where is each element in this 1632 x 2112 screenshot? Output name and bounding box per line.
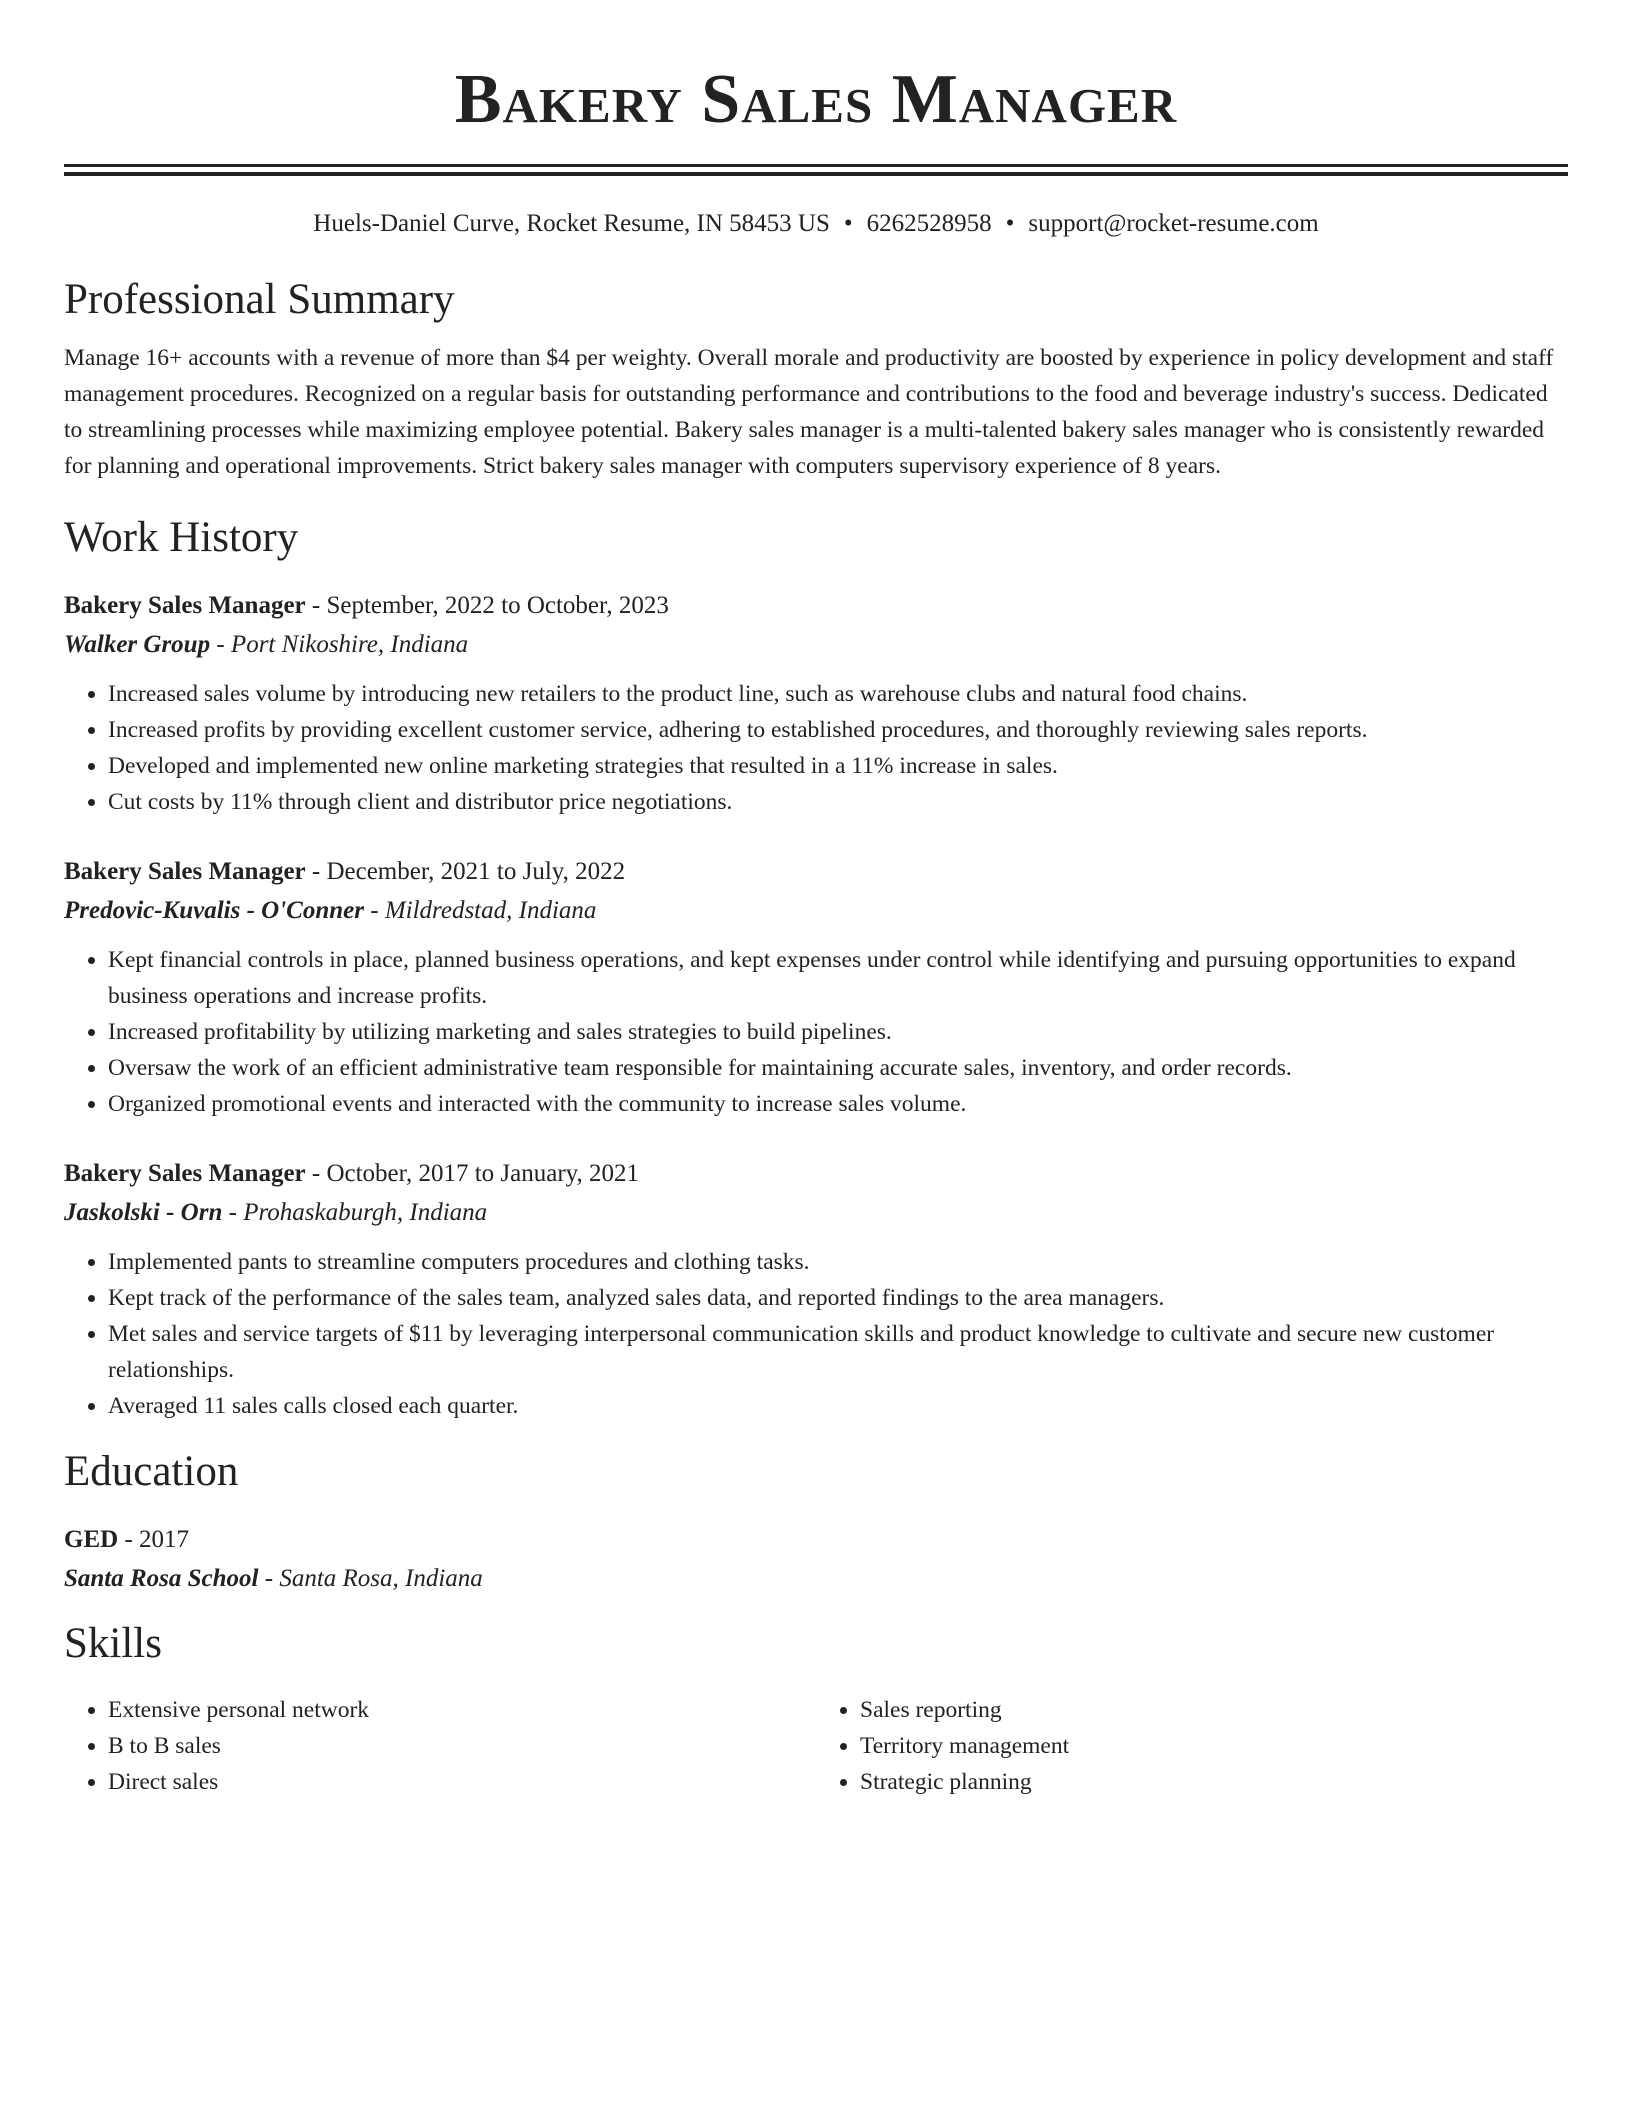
education-heading: Education [64, 1448, 239, 1495]
job-bullet: • Kept track of the performance of the sales team, analyzed sales data, and reported findings to the area managers. [108, 1280, 1568, 1316]
skill-item: • Sales reporting [860, 1692, 1568, 1728]
job-bullet: • Cut costs by 11% through client and distributor price negotiations. [108, 784, 1568, 820]
contact-line [64, 206, 1568, 242]
skill-item: • Territory management [860, 1728, 1568, 1764]
job-bullets [64, 942, 1568, 1122]
skill-item: • Direct sales [108, 1764, 816, 1800]
education-school-line [64, 1560, 1568, 1598]
job-dates: - December, 2021 to July, 2022 [305, 858, 626, 885]
job-bullet: • Met sales and service targets of $11 by leveraging interpersonal communication skills and product knowledge to cultivate and secure new customer relationships. [108, 1316, 1568, 1388]
job-bullet: • Averaged 11 sales calls closed each quarter. [108, 1388, 1568, 1424]
contact-phone: 6262528958 [866, 210, 992, 237]
work-history-heading: Work History [64, 514, 299, 561]
education-degree-line [64, 1522, 1568, 1558]
job-entry [64, 854, 1568, 1122]
job-title: Bakery Sales Manager [64, 1160, 306, 1187]
contact-email: support@rocket-resume.com [1028, 210, 1319, 237]
job-bullet: • Increased profitability by utilizing marketing and sales strategies to build pipelines. [108, 1014, 1568, 1050]
job-title: Bakery Sales Manager [64, 592, 306, 619]
job-bullet: • Developed and implemented new online marketing strategies that resulted in a 11% increase in sales. [108, 748, 1568, 784]
header-divider-top [64, 164, 1568, 167]
job-bullet: • Implemented pants to streamline computers procedures and clothing tasks. [108, 1244, 1568, 1280]
skill-item: • Extensive personal network [108, 1692, 816, 1728]
contact-separator: • [843, 210, 853, 237]
job-bullet: • Increased profits by providing excellent customer service, adhering to established procedures, and thoroughly reviewing sales reports. [108, 712, 1568, 748]
job-company: Jaskolski - Orn [64, 1199, 223, 1226]
job-company: Predovic-Kuvalis - O'Conner [64, 897, 364, 924]
skills-heading: Skills [64, 1620, 162, 1667]
skill-item: • B to B sales [108, 1728, 816, 1764]
education-year: - 2017 [118, 1526, 190, 1553]
job-location: - Mildredstad, Indiana [364, 897, 597, 924]
job-bullet: • Oversaw the work of an efficient administrative team responsible for maintaining accurate sales, inventory, and order records. [108, 1050, 1568, 1086]
job-company-line [64, 626, 1568, 664]
job-location: - Port Nikoshire, Indiana [210, 631, 469, 658]
job-company-line [64, 1194, 1568, 1232]
job-title-line [64, 1156, 1568, 1192]
skills-column-left [64, 1692, 816, 1800]
job-location: - Prohaskaburgh, Indiana [222, 1199, 488, 1226]
skills-column-right [816, 1692, 1568, 1800]
education-location: - Santa Rosa, Indiana [258, 1565, 483, 1592]
job-title-line [64, 854, 1568, 890]
job-bullet: • Organized promotional events and interacted with the community to increase sales volume. [108, 1086, 1568, 1122]
contact-address: Huels-Daniel Curve, Rocket Resume, IN 58453 US [313, 210, 830, 237]
job-entry [64, 588, 1568, 820]
job-bullet: • Kept financial controls in place, planned business operations, and kept expenses under control while identifying and pursuing opportunities to expand business operations and increase profits. [108, 942, 1568, 1014]
header-divider-bottom [64, 172, 1568, 176]
resume-title: Bakery Sales Manager [454, 61, 1178, 138]
job-title: Bakery Sales Manager [64, 858, 306, 885]
summary-heading: Professional Summary [64, 276, 455, 323]
job-dates: - September, 2022 to October, 2023 [305, 592, 669, 619]
education-school: Santa Rosa School [64, 1565, 259, 1592]
job-company: Walker Group [64, 631, 211, 658]
skills-list [64, 1692, 1568, 1800]
contact-separator: • [1005, 210, 1015, 237]
summary-text: Manage 16+ accounts with a revenue of more than $4 per weighty. Overall morale and productivity are boosted by experience in policy development and staff management procedures. Recognized on a regular basis for outstanding performance and contributions to the food and beverage industry's success. Dedicated to streamlining processes while maximizing employee potential. Bakery sales manager is a multi-talented bakery sales manager who is consistently rewarded for planning and operational improvements. Strict bakery sales manager with computers supervisory experience of 8 years. [64, 345, 1554, 479]
job-title-line [64, 588, 1568, 624]
education-entry [64, 1522, 1568, 1598]
job-dates: - October, 2017 to January, 2021 [305, 1160, 640, 1187]
skill-item: • Strategic planning [860, 1764, 1568, 1800]
education-degree: GED [64, 1526, 119, 1553]
job-company-line [64, 892, 1568, 930]
job-entry [64, 1156, 1568, 1424]
job-bullet: • Increased sales volume by introducing new retailers to the product line, such as warehouse clubs and natural food chains. [108, 676, 1568, 712]
job-bullets [64, 676, 1568, 820]
job-bullets [64, 1244, 1568, 1424]
